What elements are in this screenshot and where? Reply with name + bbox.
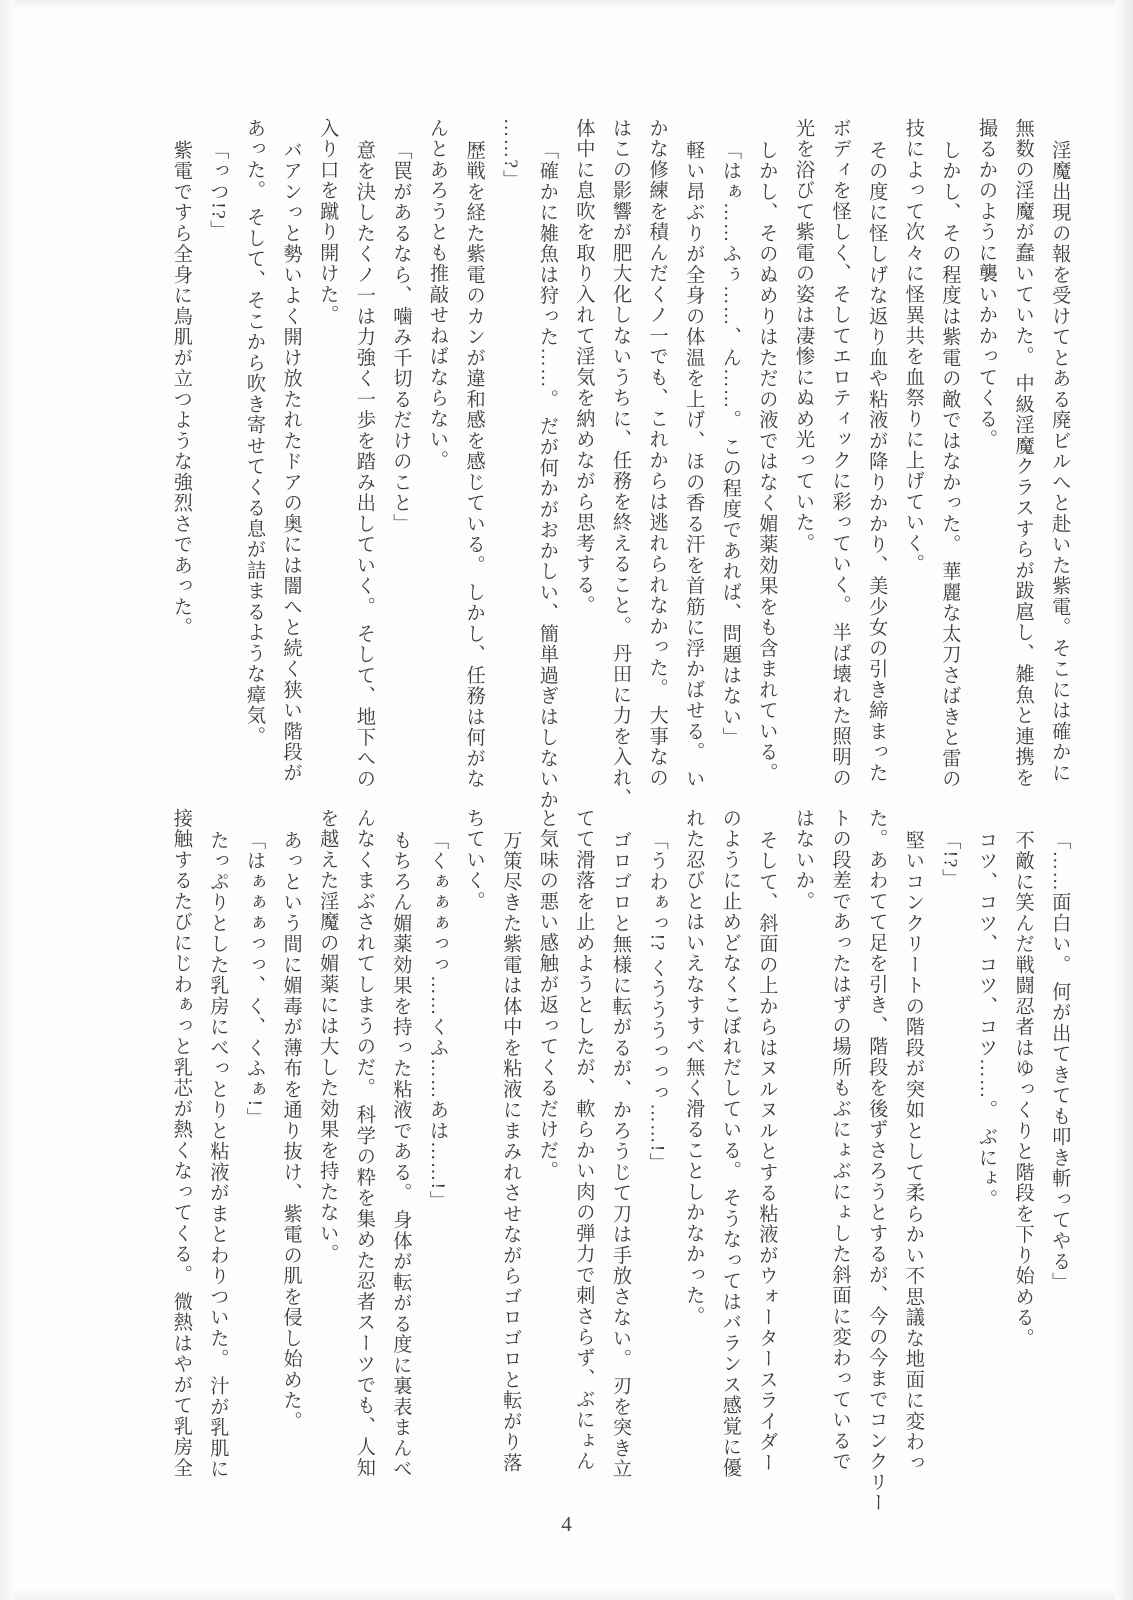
text-column: 意を決したくノ一は力強く一歩を踏み出していく。 そして、地下への [353,140,375,790]
text-column: 「……面白い。 何が出てきても叩き斬ってやる」 [1049,830,1071,1293]
text-column: んとあろうとも推敲せねばならない。 [427,118,448,471]
text-column: あった。 そして、そこから吹き寄せてくる息が詰まるような瘴気。 [244,118,265,747]
text-block-bottom [0,808,1133,1514]
text-column: 無数の淫魔が蠢いていた。 中級淫魔クラスすらが跋扈し、雑魚と連携を [1012,118,1034,789]
text-column: コツ、コツ、コツ、コツ……。 ぶにょ。 [976,830,997,1210]
text-column: かな修練を積んだくノ一でも、これからは逃れられなかった。 大事なの [646,118,668,789]
text-column: 「!?」 [939,830,961,890]
page-number: 4 [561,1512,572,1536]
text-column: 歴戦を経た紫電のカンが違和感を感じている。 しかし、任務は何がな [463,140,485,790]
text-column: 「はぁぁぁっっ、く、くふぁ!」 [244,830,265,1129]
text-column: 「確かに雑魚は狩った……。 だが何かがおかしい、簡単過ぎはしないか [536,140,558,811]
text-column: 撮るかのように襲いかかってくる。 [976,118,997,450]
text-column: 「うわぁっ!? くうううっっっ……!」 [646,830,668,1174]
text-column: れた忍びとはいえなすすべ無く滑ることしかなかった。 [683,808,705,1327]
text-column: はこの影響が肥大化しないうちに、任務を終えること。 丹田に力を入れ、 [610,118,631,810]
text-column: トの段差であったはずの場所もぶにょぶにょした斜面に変わっているで [829,808,851,1472]
text-column: もちろん媚薬効果を持った粘液である。 身体が転がる度に裏表まんべ [390,830,412,1480]
text-column: を越えた淫魔の媚薬には大した効果を持たない。 [317,808,339,1265]
text-column: あっという間に媚毒が薄布を通り抜け、紫電の肌を侵し始めた。 [280,830,302,1432]
text-column: 「はぁ……ふぅ……、ん……。 この程度であれば、問題はない」 [719,140,741,749]
text-column: た。あわてて足を引き、階段を後ずさろうとするが、今の今までコンクリー [866,808,888,1514]
text-column: 万策尽きた紫電は体中を粘液にまみれさせながらゴロゴロと転がり落 [500,830,522,1474]
text-column: 淫魔出現の報を受けてとある廃ビルへと赴いた紫電。そこには確かに [1049,140,1071,784]
text-column: たっぷりとした乳房にべっとりと粘液がまとわりついた。 汁が乳肌に [207,830,229,1480]
text-column: ボディを怪しく、そしてエロティックに彩っていく。 半ば壊れた照明の [829,118,851,789]
text-column: ……?」 [500,118,522,191]
text-column: ちていく。 [463,808,485,912]
text-column: 体中に息吹を取り入れて淫気を納めながら思考する。 [573,118,595,616]
text-column: バアンっと勢いよく開け放たれたドアの奥には闇へと続く狭い階段が [280,140,302,784]
text-column: 「っつ!?」 [207,140,229,242]
text-column: しかし、そのぬめりはただの液ではなく媚薬効果をも含まれている。 [756,140,778,784]
paper-edge-bottom [0,1588,1133,1600]
text-column: しかし、その程度は紫電の敵ではなかった。 華麗な太刀さばきと雷の [939,140,961,790]
text-column: 「くぁぁぁっっ……くふ……あは……!」 [427,830,448,1212]
text-column: んなくまぶされてしまうのだ。 科学の粋を集めた忍者スーツでも、人知 [353,808,375,1479]
text-column: 紫電ですら全身に鳥肌が立つような強烈さであった。 [170,140,192,638]
text-column: てて滑落を止めようとしたが、軟らかい肉の弾力で刺さらず、ぶにょん [573,808,595,1472]
text-column: 技によって次々に怪異共を血祭りに上げていく。 [902,118,924,575]
text-column: ゴロゴロと無様に転がるが、かろうじて刀は手放さない。 刃を突き立 [610,830,631,1480]
text-column: そして、斜面の上からはヌルヌルとする粘液がウォータースライダー [756,830,778,1474]
paper-edge-top [0,0,1133,10]
text-column: 接触するたびにじわぁっと乳芯が熱くなってくる。 微熱はやがて乳房全 [170,808,192,1479]
text-column: その度に怪しげな返り血や粘液が降りかかり、美少女の引き締まった [866,140,888,784]
text-block-top [0,118,1133,811]
text-column: 堅いコンクリートの階段が突如として柔らかい不思議な地面に変わっ [902,830,924,1474]
text-column: 光を浴びて紫電の姿は凄惨にぬめ光っていた。 [793,118,814,554]
text-column: のように止めどなくこぼれだしている。 そうなってはバランス感覚に優 [719,808,741,1479]
text-column: 入り口を蹴り開けた。 [317,118,339,326]
text-column: 不敵に笑んだ戦闘忍者はゆっくりと階段を下り始める。 [1012,830,1034,1349]
text-column: 軽い昂ぶりが全身の体温を上げ、ほの香る汗を首筋に浮かばせる。 い [683,140,705,790]
text-column: はないか。 [793,808,814,912]
text-column: と気味の悪い感触が返ってくるだけだ。 [536,808,558,1182]
text-column: 「罠があるなら、噛み千切るだけのこと」 [390,140,412,535]
